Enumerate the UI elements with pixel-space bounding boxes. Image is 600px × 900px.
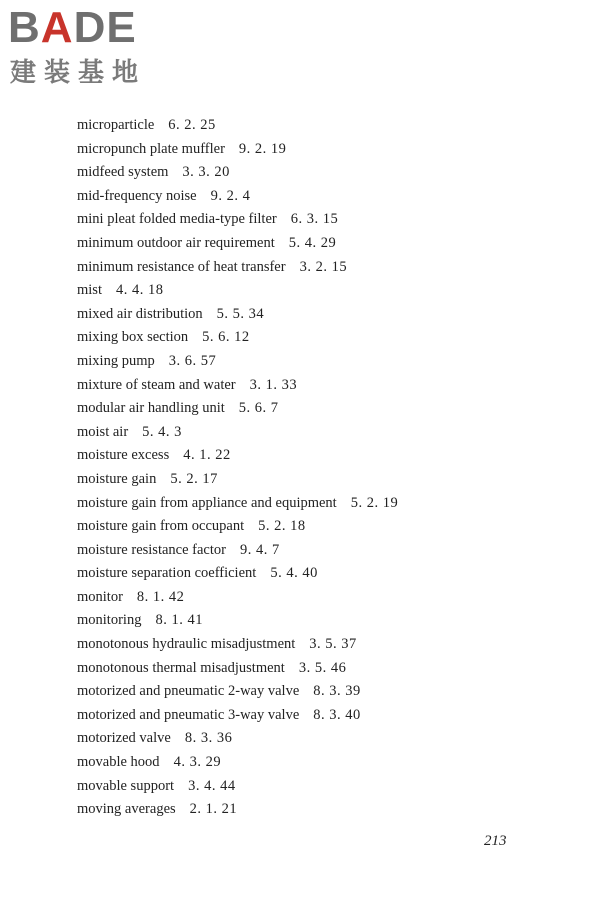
index-entry-term: mini pleat folded media-type filter	[77, 211, 277, 228]
index-entry	[77, 586, 398, 610]
index-entry	[77, 515, 398, 539]
index-entry-reference: 6. 2. 25	[168, 117, 216, 133]
index-entry-term: movable support	[77, 777, 175, 794]
index-entry-reference: 8. 3. 39	[313, 683, 361, 700]
index-entry-reference: 4. 3. 29	[173, 754, 222, 771]
index-entry-term: modular air handling unit	[77, 400, 225, 417]
index-entry-reference: 2. 1. 21	[189, 801, 238, 818]
index-entry-reference: 5. 6. 12	[202, 329, 250, 346]
index-entry-term: mist	[77, 282, 102, 299]
index-entry-reference: 5. 6. 7	[238, 400, 279, 417]
index-entry-reference: 8. 3. 40	[313, 706, 361, 723]
index-entry-reference: 3. 6. 57	[168, 352, 217, 369]
index-entry	[77, 114, 398, 138]
index-entry	[77, 185, 398, 209]
index-entry-reference: 3. 5. 37	[309, 636, 357, 653]
index-entry	[77, 775, 398, 799]
logo	[8, 4, 178, 90]
index-entry	[77, 751, 398, 775]
index-entry	[77, 279, 398, 303]
index-entry-term: moisture gain from appliance and equipment	[77, 494, 337, 511]
index-entry-term: motorized and pneumatic 3-way valve	[77, 706, 300, 723]
index-entry	[77, 798, 398, 822]
index-entry-term: motorized and pneumatic 2-way valve	[77, 683, 300, 700]
index-entry-term: micropunch plate muffler	[77, 140, 225, 157]
index-entry	[77, 633, 398, 657]
index-entry-reference: 5. 4. 29	[288, 234, 337, 251]
index-entry-term: motorized valve	[77, 730, 171, 747]
index-entry	[77, 492, 398, 516]
index-entry-reference: 5. 4. 3	[142, 423, 182, 440]
index-entry-term: monotonous thermal misadjustment	[77, 659, 285, 676]
index-entry-term: midfeed system	[77, 164, 169, 181]
index-entry-term: moist air	[77, 423, 129, 440]
index-entry-reference: 5. 5. 34	[216, 305, 265, 322]
index-entry-reference: 8. 3. 36	[184, 730, 233, 747]
index-entry-reference: 8. 1. 42	[136, 588, 185, 605]
index-entry	[77, 562, 398, 586]
index-entry-reference: 9. 2. 4	[210, 187, 251, 204]
index-entry-term: moisture gain from occupant	[77, 518, 245, 535]
index-entry	[77, 256, 398, 280]
index-entry-reference: 3. 3. 20	[182, 164, 230, 181]
index-entry-reference: 5. 4. 40	[270, 565, 318, 582]
index-entry-term: monitor	[77, 588, 123, 605]
index-entry-term: minimum outdoor air requirement	[77, 234, 275, 251]
logo-word-before: B	[8, 3, 41, 52]
logo-word-accent: A	[40, 3, 74, 52]
index-entry	[77, 350, 398, 374]
index-entry-reference: 5. 2. 19	[350, 494, 399, 511]
index-entry	[77, 374, 398, 398]
index-entry-term: mixed air distribution	[77, 305, 203, 322]
logo-subtitle: 建装基地	[10, 58, 147, 88]
index-entry	[77, 704, 398, 728]
index-entry-reference: 4. 4. 18	[115, 282, 164, 299]
index-entry-reference: 8. 1. 41	[155, 612, 203, 629]
index-entry-term: mixing pump	[77, 352, 155, 369]
index-entry-term: minimum resistance of heat transfer	[77, 258, 286, 275]
index-entry-reference: 5. 2. 17	[170, 470, 218, 487]
index-entry-term: moving averages	[77, 801, 176, 818]
index-entry-list	[77, 114, 398, 822]
index-entry	[77, 539, 398, 563]
index-entry	[77, 680, 398, 704]
index-entry-term: movable hood	[77, 754, 160, 771]
index-entry	[77, 208, 398, 232]
index-entry	[77, 326, 398, 350]
index-entry-reference: 9. 2. 19	[238, 140, 287, 157]
page-number: 213	[484, 833, 507, 849]
index-entry-term: mixture of steam and water	[77, 376, 236, 393]
index-entry-term: mixing box section	[77, 329, 189, 346]
index-entry-reference: 3. 4. 44	[188, 777, 236, 794]
index-entry-term: monitoring	[77, 612, 142, 629]
index-entry	[77, 657, 398, 681]
logo-word-after: DE	[73, 3, 137, 52]
index-entry-reference: 3. 1. 33	[249, 376, 298, 393]
index-entry	[77, 421, 398, 445]
index-entry-reference: 3. 2. 15	[299, 258, 348, 275]
index-entry	[77, 161, 398, 185]
index-entry-reference: 5. 2. 18	[258, 518, 306, 535]
index-entry	[77, 609, 398, 633]
index-entry	[77, 468, 398, 492]
index-entry-term: moisture gain	[77, 470, 157, 487]
index-entry-reference: 9. 4. 7	[239, 541, 280, 558]
index-entry-reference: 4. 1. 22	[183, 447, 231, 464]
index-entry	[77, 232, 398, 256]
index-entry-term: moisture separation coefficient	[77, 565, 257, 582]
index-entry-reference: 3. 5. 46	[298, 659, 347, 676]
logo-wordmark	[8, 4, 137, 52]
index-entry-term: moisture excess	[77, 447, 170, 464]
index-entry	[77, 727, 398, 751]
index-entry-term: monotonous hydraulic misadjustment	[77, 636, 296, 653]
index-entry	[77, 397, 398, 421]
index-entry-term: microparticle	[77, 117, 155, 133]
index-entry	[77, 138, 398, 162]
index-entry-term: mid-frequency noise	[77, 187, 197, 204]
index-entry	[77, 444, 398, 468]
index-entry-reference: 6. 3. 15	[290, 211, 339, 228]
index-entry	[77, 303, 398, 327]
index-entry-term: moisture resistance factor	[77, 541, 226, 558]
